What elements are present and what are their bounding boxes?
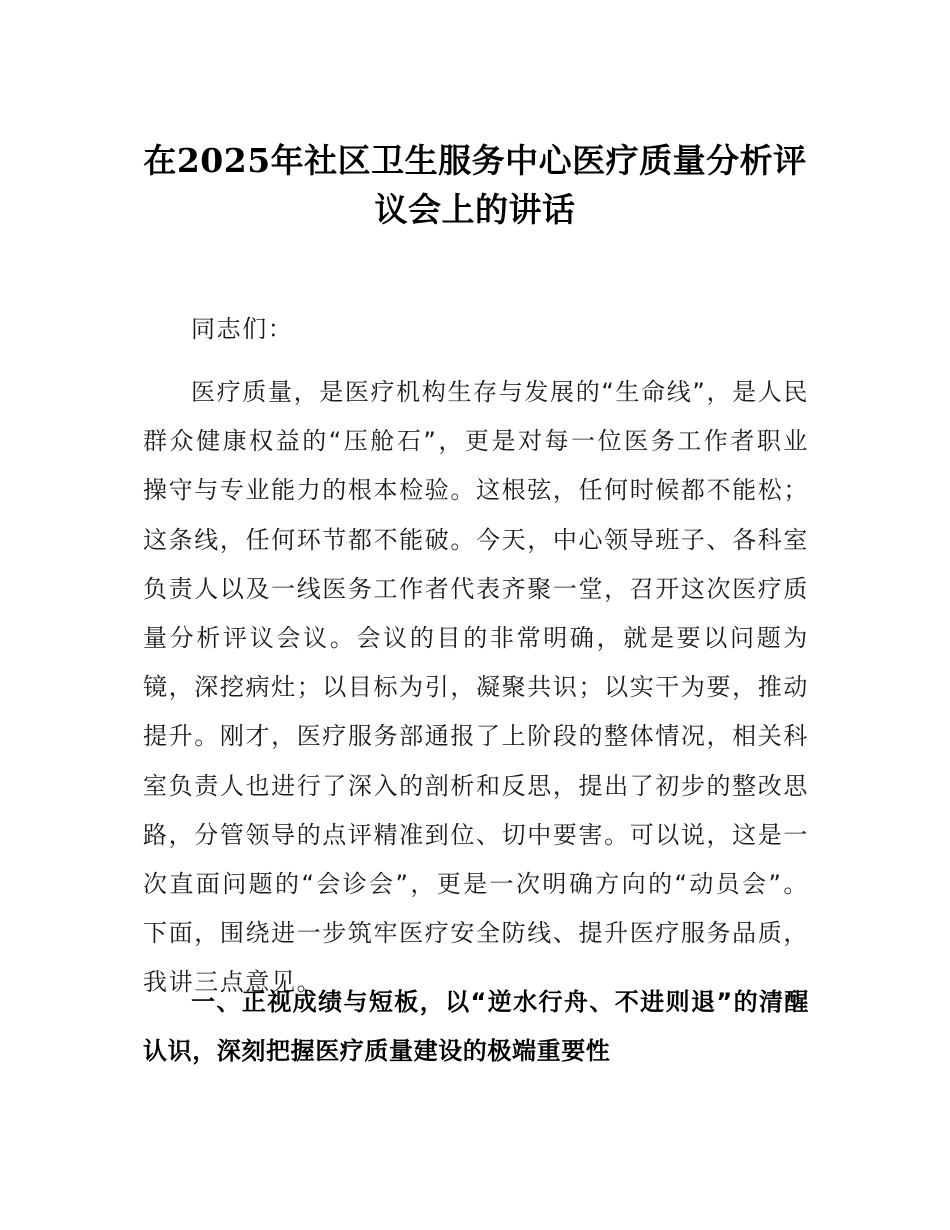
document-title: 在2025年社区卫生服务中心医疗质量分析评议会上的讲话 — [143, 141, 807, 230]
body-paragraph: 医疗质量，是医疗机构生存与发展的“生命线”，是人民群众健康权益的“压舱石”，更是对每一位医务工作者职业操守与专业能力的根本检验。这根弦，任何时候都不能松；这条线，任何环节都不能破。今天，中心领导班子、各科室负责人以及一线医务工作者代表齐聚一堂，召开这次医疗质量分析评议会议。会议的目的非常明确，就是要以问题为镜，深挖病灶；以目标为引，凝聚共识；以实干为要，推动提升。刚才，医疗服务部通报了上阶段的整体情况，相关科室负责人也进行了深入的剖析和反思，提出了初步的整改思路，分管领导的点评精准到位、切中要害。可以说，这是一次直面问题的“会诊会”，更是一次明确方向的“动员会”。下面，围绕进一步筑牢医疗安全防线、提升医疗服务品质，我讲三点意见。 — [143, 378, 809, 997]
section-heading: 一、正视成绩与短板，以“逆水行舟、不进则退”的清醒认识，深刻把握医疗质量建设的极端重要性 — [143, 988, 809, 1066]
salutation: 同志们： — [191, 315, 294, 343]
